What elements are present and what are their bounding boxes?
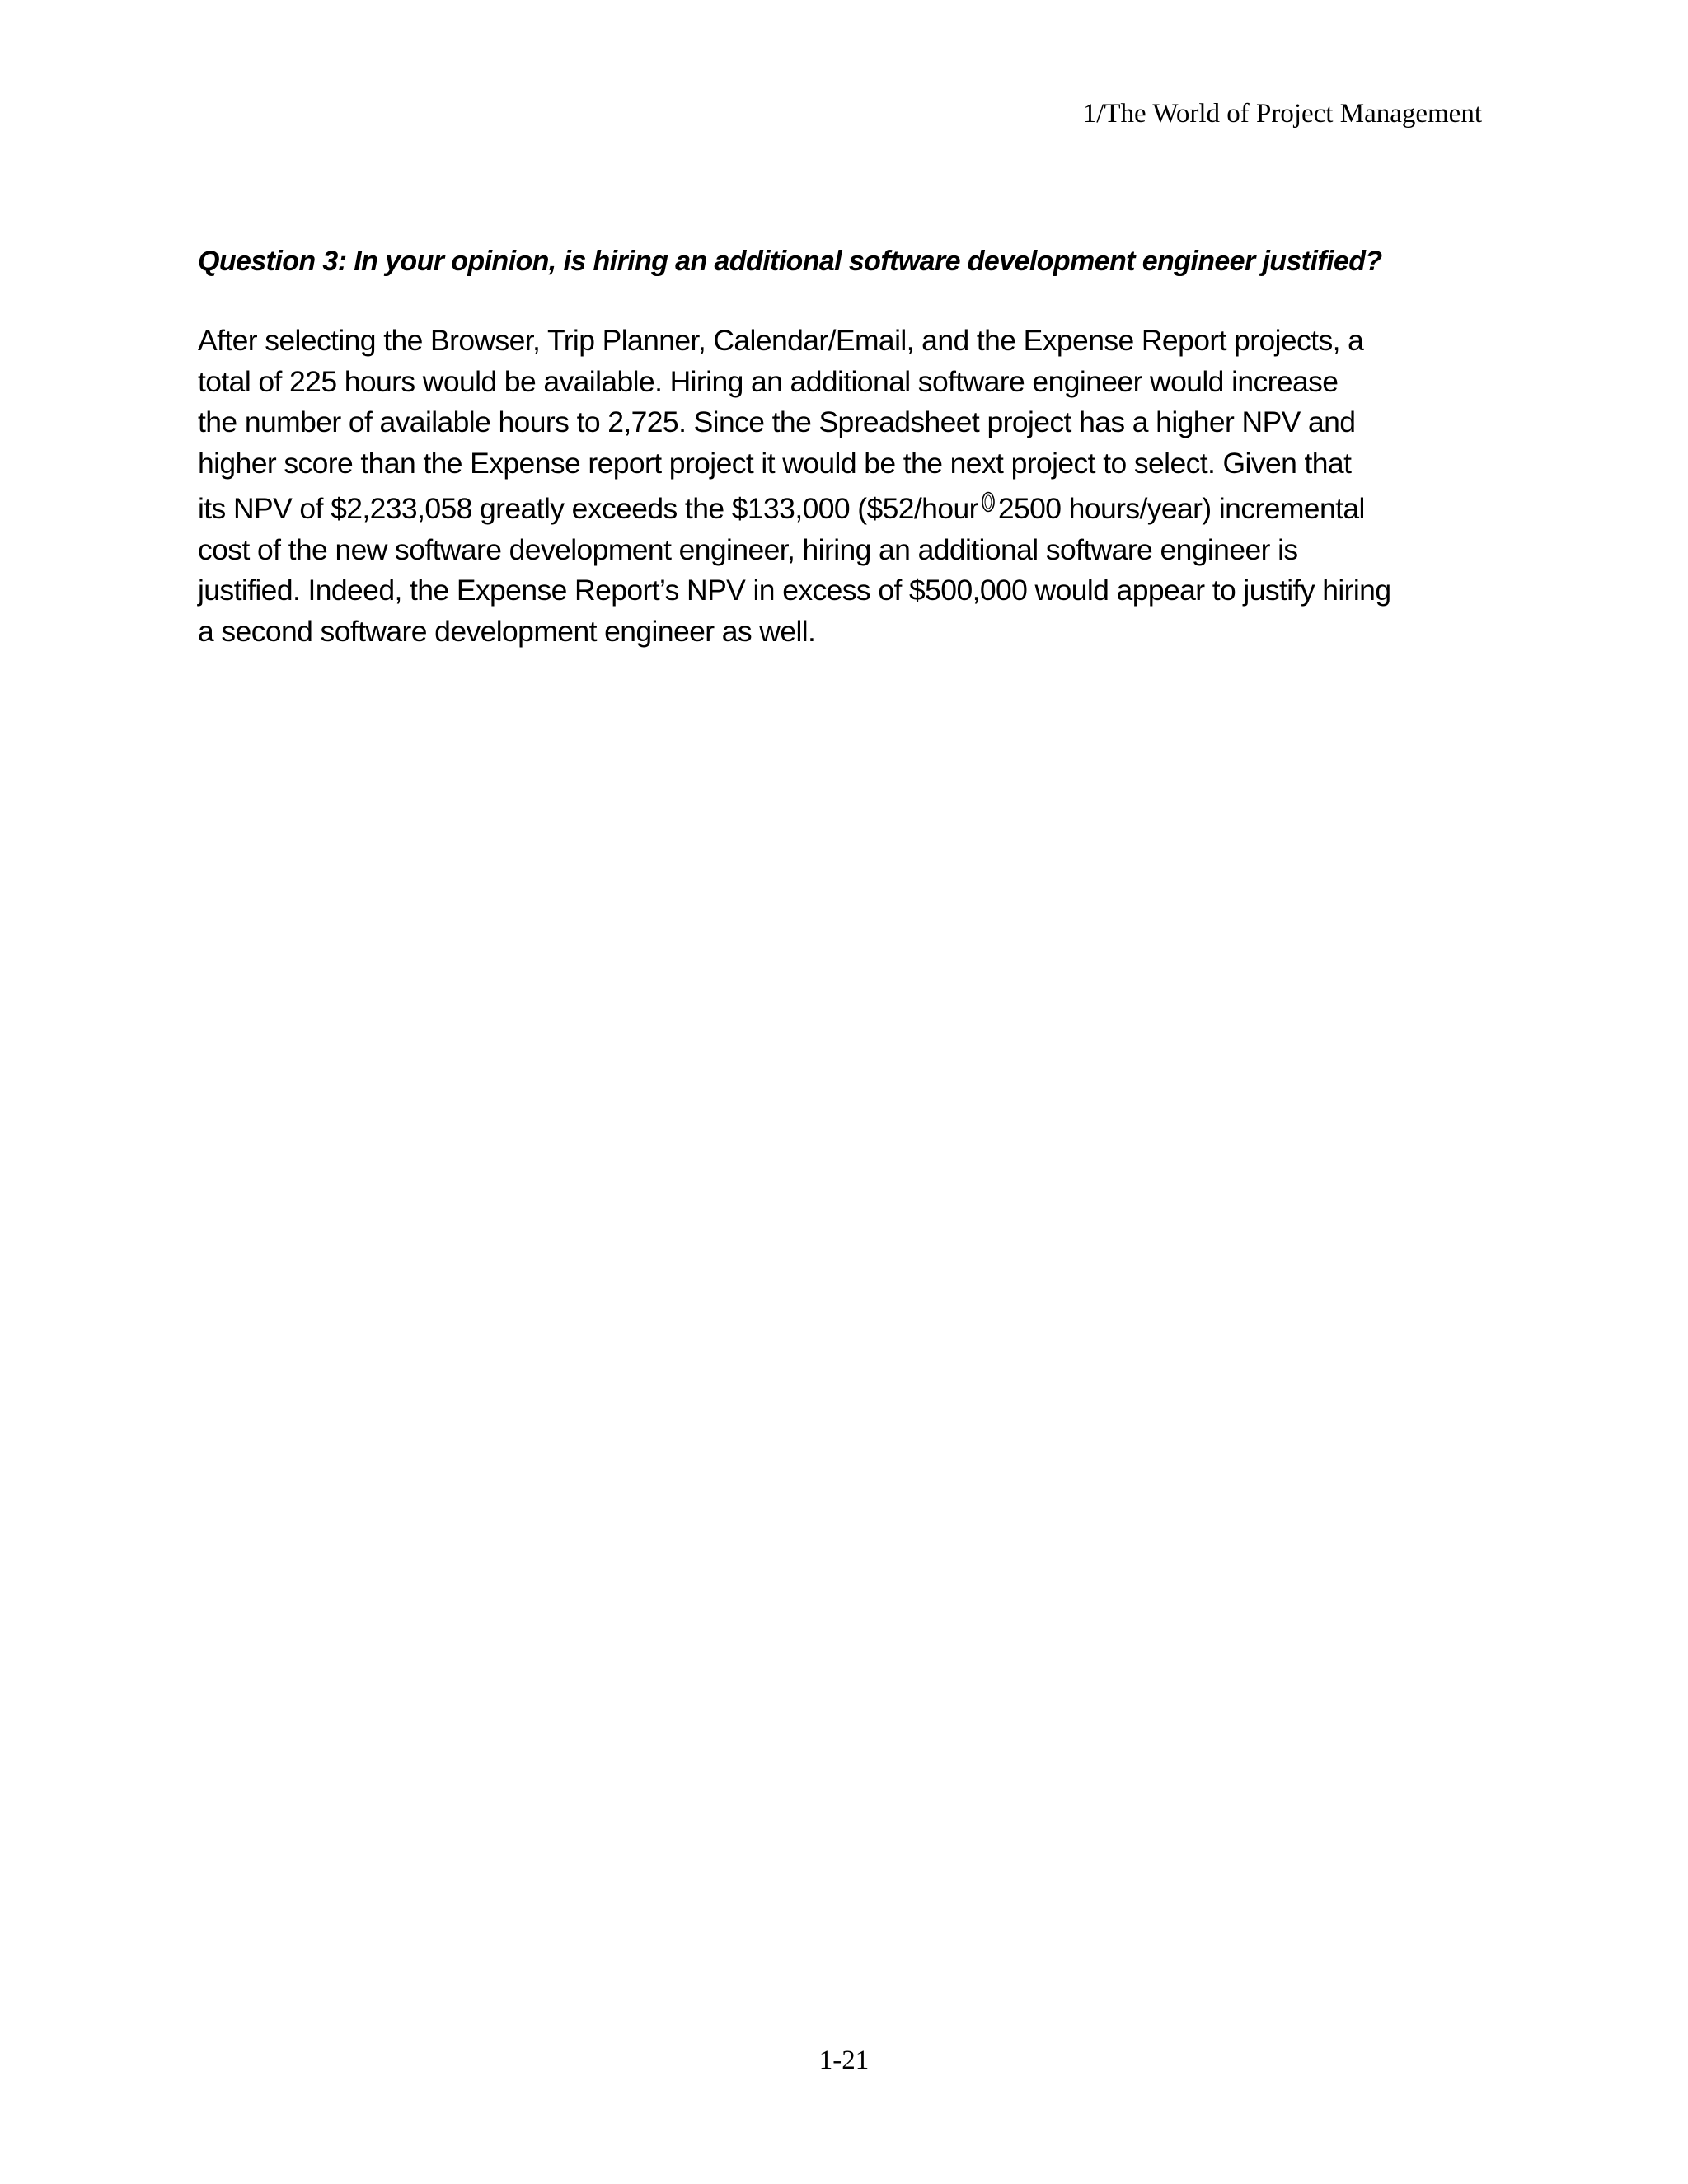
answer-line: total of 225 hours would be available. Hiring an additional software engineer would increase (198, 364, 1339, 398)
answer-line: justified. Indeed, the Expense Report’s NPV in excess of $500,000 would appear to justify hiring (198, 574, 1391, 607)
page-number: 1-21 (818, 2046, 870, 2075)
answer-line-part: 2500 hours/year) incremental (997, 492, 1365, 525)
answer-line: the number of available hours to 2,725. Since the Spreadsheet project has a higher NPV and (198, 405, 1356, 438)
document-body (198, 241, 1496, 652)
answer-line: a second software development engineer as well. (198, 614, 816, 648)
answer-line: cost of the new software development engineer, hiring an additional software engineer is (198, 532, 1298, 566)
question-heading: Question 3: In your opinion, is hiring an additional software development engineer justified? (198, 246, 1382, 277)
answer-line (198, 484, 1496, 530)
answer-line-part: its NPV of $2,233,058 greatly exceeds the $133,000 ($52/hour (198, 492, 978, 525)
answer-line: After selecting the Browser, Trip Planner, Calendar/Email, and the Expense Report projects, a (198, 324, 1364, 357)
answer-paragraph (198, 321, 1496, 652)
answer-line: higher score than the Expense report project it would be the next project to select. Given that (198, 446, 1352, 480)
running-header: 1/The World of Project Management (1082, 99, 1482, 129)
unrendered-glyph-icon (980, 484, 996, 525)
